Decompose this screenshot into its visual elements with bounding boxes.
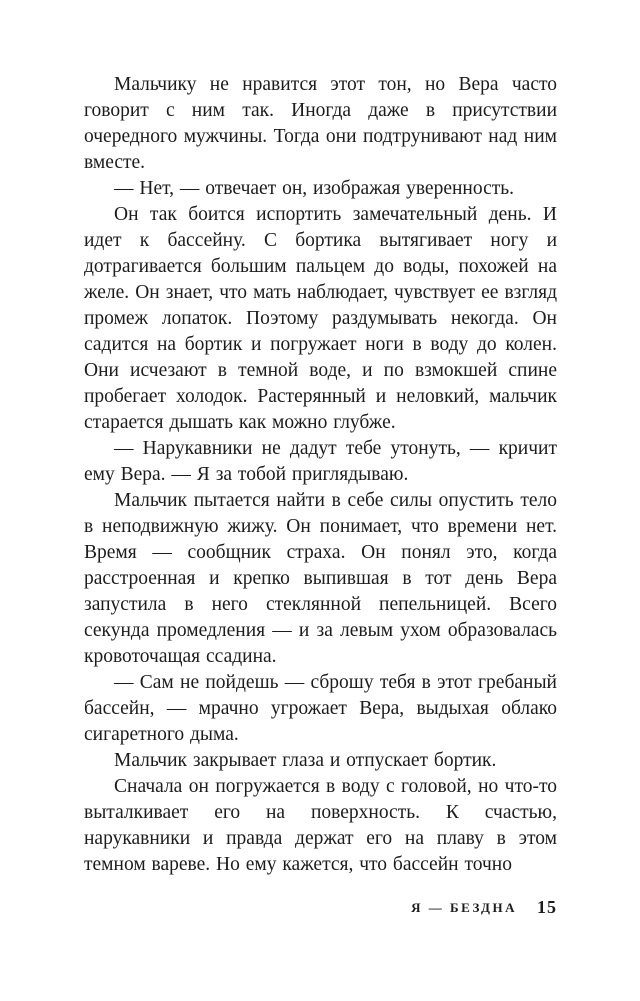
paragraph-dialogue: — Сам не пойдешь — сброшу тебя в этот гребаный бассейн, — мрачно угрожает Вера, выдыхая облако сигаретного дыма. (84, 672, 557, 745)
paragraph-dialogue: — Нарукавники не дадут тебе утонуть, — кричит ему Вера. — Я за тобой приглядываю. (84, 438, 557, 485)
text-block (84, 72, 557, 878)
page-footer (84, 897, 557, 918)
paragraph: Мальчику не нравится этот тон, но Вера часто говорит с ним так. Иногда даже в присутствии очередного мужчины. Тогда они подтрунивают над ним вместе. (84, 74, 557, 173)
running-title: Я — БЕЗДНА (411, 900, 517, 915)
page-number: 15 (537, 897, 557, 917)
paragraph: Сначала он погружается в воду с головой, но что-то выталкивает его на поверхность. К счастью, нарукавники и правда держат его на плаву в этом темном вареве. Но ему кажется, что бассейн точно (84, 776, 557, 875)
paragraph: Мальчик пытается найти в себе силы опустить тело в неподвижную жижу. Он понимает, что времени нет. Время — сообщник страха. Он понял это, когда расстроенная и крепко выпившая в тот день Вера запустила в него стеклянной пепельницей. Всего секунда промедления — и за левым ухом образовалась кровоточащая ссадина. (84, 490, 557, 667)
paragraph: Мальчик закрывает глаза и отпускает бортик. (114, 750, 497, 771)
paragraph: Он так боится испортить замечательный день. И идет к бассейну. С бортика вытягивает ногу и дотрагивается большим пальцем до воды, похожей на желе. Он знает, что мать наблюдает, чувствует ее взгляд промеж лопаток. Поэтому раздумывать некогда. Он садится на бортик и погружает ноги в воду до колен. Они исчезают в темной воде, и по взмокшей спине пробегает холодок. Растерянный и неловкий, мальчик старается дышать как можно глубже. (84, 204, 557, 433)
paragraph-dialogue: — Нет, — отвечает он, изображая уверенность. (114, 178, 515, 199)
